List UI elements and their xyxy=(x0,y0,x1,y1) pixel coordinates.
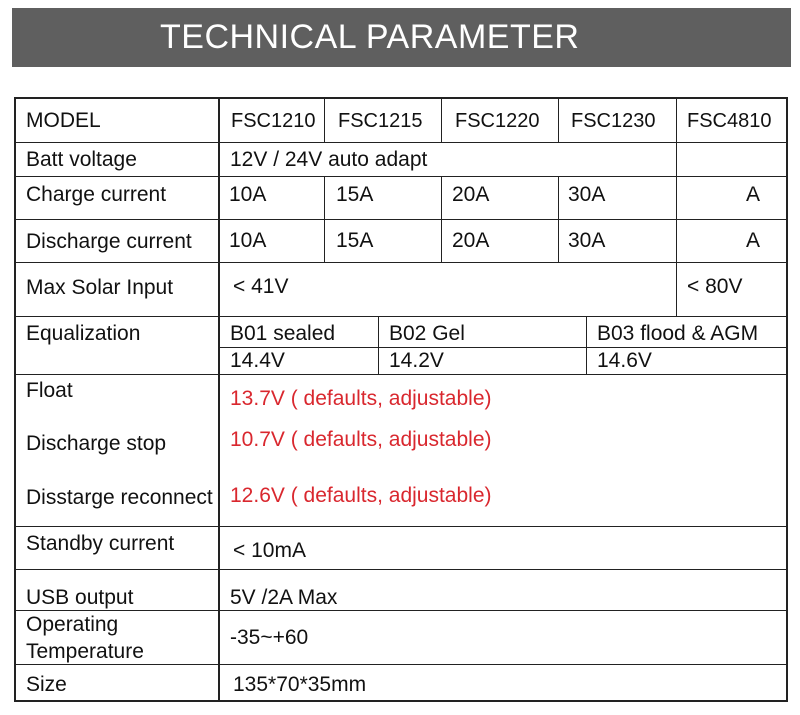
row-divider xyxy=(16,526,786,527)
equalization-divider xyxy=(586,316,587,374)
max-solar-input-value: < 80V xyxy=(687,275,743,298)
equalization-voltage: 14.2V xyxy=(389,349,444,372)
charge-current-value: 30A xyxy=(568,183,606,206)
discharge-stop-value: 10.7V ( defaults, adjustable) xyxy=(230,428,492,451)
row-divider xyxy=(16,316,786,317)
equalization-divider xyxy=(378,316,379,374)
discharge-reconnect-value: 12.6V ( defaults, adjustable) xyxy=(230,484,492,507)
equalization-label: Equalization xyxy=(26,322,141,345)
charge-current-value: A xyxy=(746,183,761,206)
solar-divider xyxy=(676,262,677,316)
row-divider xyxy=(16,176,786,177)
row-divider xyxy=(16,374,786,375)
discharge-current-value: 10A xyxy=(229,229,267,252)
operating-temperature-label: Operating xyxy=(26,613,119,636)
max-solar-input-value: < 41V xyxy=(233,275,289,298)
discharge-current-value: 15A xyxy=(336,229,374,252)
model-value: FSC1220 xyxy=(455,110,540,132)
standby-current-label: Standby current xyxy=(26,532,175,555)
equalization-type: B02 Gel xyxy=(389,322,465,345)
standby-current-value: < 10mA xyxy=(233,539,306,562)
model-divider xyxy=(441,99,442,142)
model-divider xyxy=(676,99,677,142)
discharge-stop-label: Discharge stop xyxy=(26,432,167,455)
equalization-sub-divider xyxy=(218,347,786,348)
equalization-voltage: 14.4V xyxy=(230,349,285,372)
row-divider xyxy=(16,262,786,263)
model-value: FSC1210 xyxy=(231,110,316,132)
model-label: MODEL xyxy=(26,109,101,132)
page-title: TECHNICAL PARAMETER xyxy=(160,18,580,56)
max-solar-input-label: Max Solar Input xyxy=(26,276,174,299)
float-value: 13.7V ( defaults, adjustable) xyxy=(230,387,492,410)
equalization-voltage: 14.6V xyxy=(597,349,652,372)
operating-temperature-label: Temperature xyxy=(26,640,144,663)
charge-current-value: 10A xyxy=(229,183,267,206)
discharge-current-label: Discharge current xyxy=(26,230,192,253)
discharge-current-value: 20A xyxy=(452,229,490,252)
discharge-reconnect-label: Disstarge reconnect xyxy=(26,486,213,509)
batt-divider xyxy=(676,142,677,176)
row-divider xyxy=(16,219,786,220)
parameter-table xyxy=(14,97,788,702)
charge-current-value: 15A xyxy=(336,183,374,206)
discharge-current-value: 30A xyxy=(568,229,606,252)
batt-voltage-value: 12V / 24V auto adapt xyxy=(230,148,428,171)
discharge-current-value: A xyxy=(746,229,761,252)
model-value: FSC1230 xyxy=(571,110,656,132)
usb-output-label: USB output xyxy=(26,586,134,609)
model-value: FSC1215 xyxy=(338,110,423,132)
charge-current-label: Charge current xyxy=(26,183,167,206)
size-value: 135*70*35mm xyxy=(233,673,367,696)
float-label: Float xyxy=(26,379,73,402)
usb-output-value: 5V /2A Max xyxy=(230,586,338,609)
batt-voltage-label: Batt voltage xyxy=(26,148,137,171)
model-value: FSC4810 xyxy=(687,110,772,132)
operating-temperature-value: -35~+60 xyxy=(230,626,309,649)
row-divider xyxy=(16,142,786,143)
row-divider xyxy=(16,569,786,570)
charge-current-value: 20A xyxy=(452,183,490,206)
equalization-type: B01 sealed xyxy=(230,322,336,345)
equalization-type: B03 flood & AGM xyxy=(597,322,759,345)
page-title-banner xyxy=(12,8,791,67)
model-divider xyxy=(324,99,325,142)
model-divider xyxy=(558,99,559,142)
size-label: Size xyxy=(26,673,67,696)
